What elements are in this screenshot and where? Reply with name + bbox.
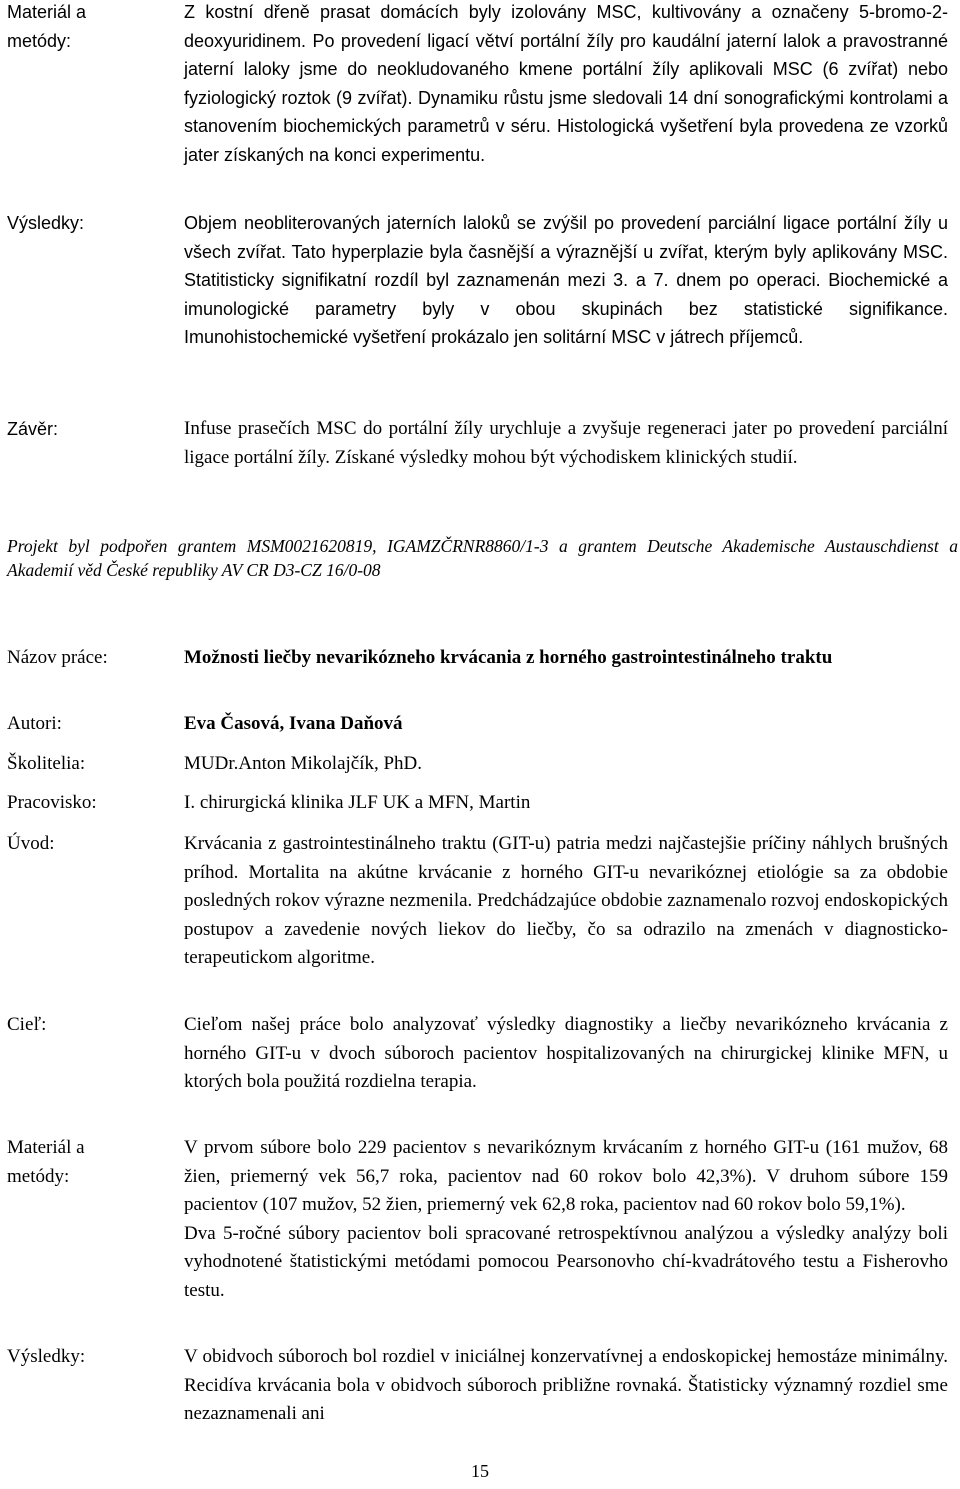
section-label: Závěr: <box>7 419 59 439</box>
section-label: Cieľ: <box>7 1014 47 1035</box>
section-label: Autori: <box>7 713 62 734</box>
section-label: Školitelia: <box>7 753 86 774</box>
section-text: V obidvoch súboroch bol rozdiel v iniciálnej konzervatívnej a endoskopickej hemostáze minimálny. Recidíva krvácania bola v obidvoch súboroch približne rovnaká. Štatisticky významný rozdiel sme nezaznamenali ani <box>184 1346 948 1424</box>
supervisors: MUDr.Anton Mikolajčík, PhD. <box>184 753 423 774</box>
section-label: Úvod: <box>7 833 55 854</box>
section-label: Výsledky: <box>7 1346 86 1367</box>
methods-paragraph: V prvom súbore bolo 229 pacientov s nevarikóznym krvácaním z horného GIT-u (161 mužov, 68 žien, priemerný vek 56,7 roka, pacientov nad 60 rokov bolo 42,3%). V druhom súbore 159 pacientov (107 mužov, 52 žien, priemerný vek 62,8 roka, pacientov nad 60 rokov bolo 59,1%). <box>184 1137 948 1215</box>
section-text: Cieľom našej práce bolo analyzovať výsledky diagnostiky a liečby nevarikózneho krvácania z horného GIT-u v dvoch súboroch pacientov hospitalizovaných na chirurgickej klinike MFN, u ktorých bola použitá rozdielna terapia. <box>184 1014 948 1092</box>
section-text: Infuse prasečích MSC do portální žíly urychluje a zvyšuje regeneraci jater po provedení parciální ligace portální žíly. Získané výsledky mohou být východiskem klinických studií. <box>184 418 948 468</box>
section-label: Pracovisko: <box>7 792 97 813</box>
section-label: Materiál a metódy: <box>7 2 87 51</box>
workplace: I. chirurgická klinika JLF UK a MFN, Martin <box>184 792 531 813</box>
section-label: Názov práce: <box>7 647 108 668</box>
section-text: Krvácania z gastrointestinálneho traktu (GIT-u) patria medzi najčastejšie príčiny náhlych brušných príhod. Mortalita na akútne krvácanie z horného GIT-u nevarikóznej etiológie sa za obdobie posledných rokov výrazne nezmenila. Predchádzajúce obdobie zaznamenalo rozvoj endoskopických postupov a zavedenie nových liekov do liečby, čo sa odrazilo na zmenách v diagnosticko-terapeutickom algoritme. <box>184 833 948 968</box>
article-title: Možnosti liečby nevarikózneho krvácania z horného gastrointestinálneho traktu <box>184 647 833 668</box>
authors: Eva Časová, Ivana Daňová <box>184 713 403 734</box>
section-text: Objem neobliterovaných jaterních laloků se zvýšil po provedení parciální ligace portální žíly u všech zvířat. Tato hyperplazie byla časnější a výraznější u zvířat, kterým byly aplikovány MSC. Statitisticky signifikatní rozdíl byl zaznamenán mezi 3. a 7. dnem po operaci. Biochemické a imunologické parametry byly v obou skupinách bez statistické signifikance. Imunohistochemické vyšetření prokázalo jen solitární MSC v játrech příjemců. <box>184 213 948 347</box>
page-number: 15 <box>471 1461 489 1481</box>
section-label: Materiál a metódy: <box>7 1137 85 1187</box>
section-text: Z kostní dřeně prasat domácích byly izolovány MSC, kultivovány a označeny 5-bromo-2-deoxyuridinem. Po provedení ligací větví portální žíly pro kaudální jaterní lalok a pravostranné jaterní laloky jsme do neokludovaného kmene portální žíly aplikovali MSC (6 zvířat) nebo fyziologický roztok (9 zvířat). Dynamiku růstu jsme sledovali 14 dní sonografickými kontrolami a stanovením biochemických parametrů v séru. Histologická vyšetření byla provedena ze vzorků jater získaných na konci experimentu. <box>184 2 948 165</box>
methods-paragraph: Dva 5-ročné súbory pacientov boli spracované retrospektívnou analýzou a výsledky analýzy boli vyhodnotené štatistickými metódami pomocou Pearsonovho chí-kvadrátového testu a Fisherovho testu. <box>184 1222 948 1301</box>
section-text <box>184 1134 948 1305</box>
grant-acknowledgement: Projekt byl podpořen grantem MSM0021620819, IGAMZČRNR8860/1-3 a grantem Deutsche Akademische Austauschdienst a Akademií věd České republiky AV CR D3-CZ 16/0-08 <box>7 536 958 580</box>
section-label: Výsledky: <box>7 213 85 233</box>
